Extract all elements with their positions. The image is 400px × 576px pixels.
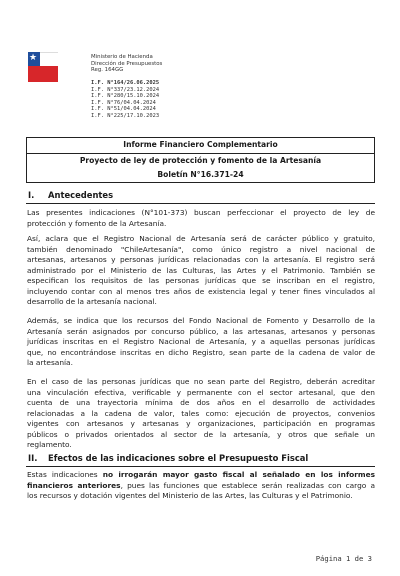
ministry-line: Dirección de Presupuestos [91,60,163,67]
section-number: II. [28,453,38,463]
reference-line: I.F. N°51/04.04.2024 [91,106,156,113]
title-box [26,137,375,183]
ministry-line: Ministerio de Hacienda [91,54,153,60]
paragraph-registry [27,234,375,308]
section-heading-antecedentes [28,190,113,200]
text-line: administrado por el Ministerio de las Culturas, las Artes y el Patrimonio. También se [27,265,375,275]
text-line: los recursos y dotación vigentes del Ministerio de las Artes, las Culturas y el Patrimonio. [27,491,353,500]
text-line: desarrollo de la artesanía nacional. [27,297,157,306]
text-line: una vinculación efectiva, verificable y permanente con el sector artesanal, que den [27,387,375,397]
logo-white-field [40,52,58,67]
section-title: Antecedentes [48,190,114,200]
text-line: protección y fomento de la Artesanía. [27,218,167,228]
text-line: incluyendo contar con al menos tres años de existencia legal y tener fines vinculados al [27,286,375,296]
text-line: que, no encontrándose inscritas en dicho Registro, sean parte de la cadena de valor de [27,347,375,357]
text-line: también denominado "ChileArtesanía", como único registro a nivel nacional de [27,244,375,254]
text-run-bold: financieros anteriores [27,480,121,490]
text-line: cuenta de una trayectoria mínima de dos años en el desarrollo de actividades [27,398,375,407]
text-line: Además, se indica que los recursos del Fondo Nacional de Fomento y Desarrollo de la [27,316,375,325]
section-heading-fiscal-effects [28,453,308,463]
reference-line: I.F. N°164/26.06.2025 [91,80,160,86]
text-line: la artesanía. [27,358,73,367]
bill-title: Proyecto de ley de protección y fomento de la Artesanía [27,153,374,169]
paragraph-fund [27,316,375,369]
paragraph-fiscal [27,470,375,502]
ministry-line: Reg. 164GG [91,67,124,74]
text-line: jurídicas inscritas en el Registro Nacional de Artesanía, y a aquellas personas jurídicas [27,337,375,346]
text-line: Las presentes indicaciones (N°101-373) buscan perfeccionar el proyecto de ley de [27,208,375,217]
section-divider [26,466,375,467]
reference-line: I.F. N°225/17.10.2023 [91,112,160,119]
paragraph-legal-entities [27,377,375,451]
star-icon: ★ [29,53,38,63]
text-run: , pues las funciones que establece serán realizadas con cargo a [120,480,375,490]
ministry-block [91,54,162,74]
government-logo [28,52,58,82]
text-run: Estas indicaciones [27,470,103,479]
text-line: vigentes con artesanos y artesanas y organizaciones, participación en programas [27,419,375,428]
section-number: I. [28,190,35,200]
text-line: Así, aclara que el Registro Nacional de Artesanía será de carácter público y gratuito, [27,234,375,243]
section-title: Efectos de las indicaciones sobre el Presupuesto Fiscal [48,453,309,463]
text-line: artesanas, artesanos y personas jurídicas relacionadas con la artesanía. El registro será [27,255,375,264]
report-references [91,80,159,120]
text-line: En el caso de las personas jurídicas que no sean parte del Registro, deberán acreditar [27,377,375,386]
logo-red-field [28,66,58,82]
text-line [27,470,375,481]
text-line: relacionadas a la cadena de valor, tales como: ejecución de proyectos, convenios [27,408,375,418]
reference-line: I.F. N°337/23.12.2024 [91,86,160,93]
bulletin-number: Boletín N°16.371-24 [157,170,244,179]
text-line [27,481,375,492]
logo-blue-field [28,52,40,66]
text-line: especifican los requisitos de las personas jurídicas que se inscriban en el registro, [27,276,375,285]
text-line: reglamento. [27,440,72,449]
text-line: Artesanía serán asignados por concurso público, a las artesanas, artesanos y personas [27,326,375,336]
page-number: Página 1 de 3 [315,554,372,563]
reference-line: I.F. N°76/04.04.2024 [91,99,156,106]
text-line: públicos o privados orientados al sector de la artesanía, y otros que señale un [27,429,375,439]
reference-line: I.F. N°280/15.10.2024 [91,93,160,100]
paragraph-intro [27,208,375,229]
text-run-bold: no irrogarán mayor gasto fiscal al señalado en los informes [102,470,375,479]
section-divider [26,203,375,204]
report-title: Informe Financiero Complementario [123,140,278,149]
